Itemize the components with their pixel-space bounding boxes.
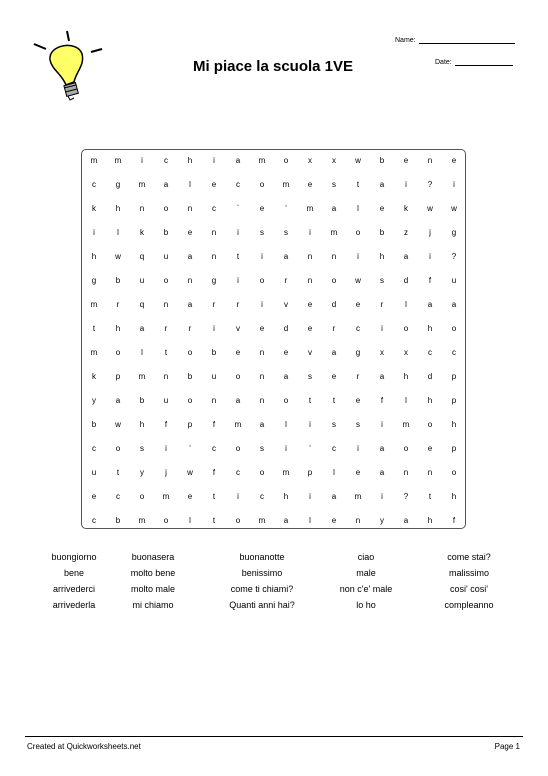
grid-letter: n xyxy=(259,372,265,381)
grid-letter: b xyxy=(91,420,97,429)
grid-letter: i xyxy=(213,324,215,333)
grid-letter: a xyxy=(331,204,337,213)
grid-letter: b xyxy=(115,516,121,525)
grid-letter: u xyxy=(451,276,457,285)
grid-letter: c xyxy=(92,516,96,525)
grid-letter: s xyxy=(260,444,264,453)
grid-letter: c xyxy=(212,204,216,213)
grid-letter: h xyxy=(427,516,433,525)
grid-letter: i xyxy=(381,492,383,501)
grid-letter: k xyxy=(92,372,96,381)
grid-letter: a xyxy=(259,420,265,429)
date-line[interactable] xyxy=(455,65,513,66)
word-list-item: Quanti anni hai? xyxy=(229,600,295,610)
grid-letter: o xyxy=(403,444,409,453)
grid-letter: a xyxy=(331,492,337,501)
grid-letter: m xyxy=(90,348,98,357)
grid-letter: ? xyxy=(451,252,457,261)
grid-letter: r xyxy=(284,276,288,285)
word-list-item: mi chiamo xyxy=(132,600,174,610)
grid-letter: o xyxy=(235,444,241,453)
grid-letter: b xyxy=(139,396,145,405)
grid-letter: o xyxy=(259,468,265,477)
date-field[interactable] xyxy=(435,59,513,66)
grid-letter: a xyxy=(427,300,433,309)
grid-letter: x xyxy=(404,348,408,357)
grid-letter: o xyxy=(235,372,241,381)
grid-letter: a xyxy=(403,252,409,261)
grid-letter: d xyxy=(427,372,433,381)
grid-letter: t xyxy=(116,468,120,477)
grid-letter: m xyxy=(402,420,410,429)
grid-letter: c xyxy=(428,348,432,357)
grid-letter: q xyxy=(139,300,145,309)
grid-letter: n xyxy=(427,156,433,165)
grid-letter: p xyxy=(451,372,457,381)
footer-credit: Created at Quickworksheets.net xyxy=(27,742,141,751)
grid-letter: n xyxy=(307,276,313,285)
grid-letter: m xyxy=(90,300,98,309)
grid-letter: x xyxy=(380,348,384,357)
grid-letter: e xyxy=(259,204,265,213)
grid-letter: i xyxy=(381,420,383,429)
grid-letter: ` xyxy=(236,204,240,213)
grid-letter: i xyxy=(261,300,263,309)
grid-letter: z xyxy=(404,228,408,237)
word-list-item: buonanotte xyxy=(239,552,285,562)
grid-letter: e xyxy=(307,180,313,189)
word-list-item: molto male xyxy=(130,584,175,594)
grid-letter: o xyxy=(283,396,289,405)
grid-letter: p xyxy=(451,396,457,405)
grid-letter: r xyxy=(188,324,192,333)
grid-letter: u xyxy=(91,468,97,477)
grid-letter: h xyxy=(139,420,145,429)
grid-letter: a xyxy=(379,180,385,189)
word-list-item: buongiorno xyxy=(51,552,97,562)
grid-letter: l xyxy=(189,180,191,189)
grid-letter: j xyxy=(429,228,431,237)
grid-letter: o xyxy=(451,468,457,477)
grid-letter: e xyxy=(283,348,289,357)
grid-letter: l xyxy=(117,228,119,237)
grid-letter: m xyxy=(138,180,146,189)
grid-letter: ' xyxy=(309,444,311,453)
grid-letter: y xyxy=(92,396,96,405)
name-line[interactable] xyxy=(419,43,515,44)
grid-letter: l xyxy=(333,468,335,477)
grid-letter: m xyxy=(90,156,98,165)
grid-letter: d xyxy=(403,276,409,285)
word-list-item: ciao xyxy=(357,552,375,562)
grid-letter: f xyxy=(380,396,384,405)
grid-letter: s xyxy=(332,180,336,189)
grid-letter: m xyxy=(162,492,170,501)
grid-letter: a xyxy=(235,396,241,405)
grid-letter: b xyxy=(211,348,217,357)
grid-letter: n xyxy=(427,468,433,477)
grid-letter: c xyxy=(212,444,216,453)
word-list-item: come ti chiami? xyxy=(230,584,294,594)
grid-letter: g xyxy=(115,180,121,189)
grid-letter: a xyxy=(187,300,193,309)
grid-letter: o xyxy=(355,228,361,237)
grid-letter: i xyxy=(429,252,431,261)
grid-letter: m xyxy=(282,180,290,189)
grid-letter: i xyxy=(357,444,359,453)
grid-letter: n xyxy=(331,252,337,261)
word-list-item: non c'e' male xyxy=(339,584,393,594)
grid-letter: i xyxy=(405,180,407,189)
grid-letter: o xyxy=(259,180,265,189)
name-field[interactable] xyxy=(395,37,515,44)
grid-letter: e xyxy=(355,468,361,477)
word-list-item: malissimo xyxy=(448,568,489,578)
grid-letter: w xyxy=(355,276,361,285)
word-list-item: cosi' cosi' xyxy=(450,584,488,594)
grid-letter: m xyxy=(234,420,242,429)
grid-letter: a xyxy=(283,516,289,525)
grid-letter: r xyxy=(356,372,360,381)
grid-letter: u xyxy=(211,372,217,381)
grid-letter: o xyxy=(331,276,337,285)
grid-letter: f xyxy=(164,420,168,429)
grid-letter: s xyxy=(260,228,264,237)
grid-letter: c xyxy=(356,324,360,333)
grid-letter: r xyxy=(212,300,216,309)
grid-letter: p xyxy=(187,420,193,429)
grid-letter: n xyxy=(211,396,217,405)
grid-letter: m xyxy=(282,468,290,477)
grid-letter: e xyxy=(451,156,457,165)
grid-letter: n xyxy=(259,396,265,405)
grid-letter: r xyxy=(380,300,384,309)
grid-letter: s xyxy=(356,420,360,429)
grid-letter: m xyxy=(306,204,314,213)
name-label: Name: xyxy=(395,37,416,44)
word-list-item: arrivederla xyxy=(52,600,96,610)
grid-letter: d xyxy=(331,300,337,309)
word-list-item: compleanno xyxy=(444,600,494,610)
grid-letter: o xyxy=(451,324,457,333)
grid-letter: i xyxy=(453,180,455,189)
grid-letter: a xyxy=(283,252,289,261)
grid-letter: e xyxy=(91,492,97,501)
grid-letter: t xyxy=(356,180,360,189)
grid-letter: i xyxy=(309,420,311,429)
grid-letter: t xyxy=(92,324,96,333)
grid-letter: a xyxy=(403,516,409,525)
grid-letter: l xyxy=(189,516,191,525)
page-number: Page 1 xyxy=(494,742,520,751)
grid-letter: v xyxy=(308,348,312,357)
grid-letter: e xyxy=(355,300,361,309)
grid-letter: s xyxy=(332,420,336,429)
grid-letter: h xyxy=(115,204,121,213)
word-list-item: male xyxy=(356,568,376,578)
grid-letter: d xyxy=(283,324,289,333)
grid-letter: s xyxy=(284,228,288,237)
grid-letter: b xyxy=(379,156,385,165)
grid-letter: l xyxy=(309,516,311,525)
grid-letter: w xyxy=(451,204,457,213)
grid-letter: k xyxy=(404,204,408,213)
grid-letter: i xyxy=(165,444,167,453)
grid-letter: o xyxy=(163,276,169,285)
grid-letter: h xyxy=(115,324,121,333)
grid-letter: o xyxy=(115,444,121,453)
grid-letter: o xyxy=(187,396,193,405)
grid-letter: e xyxy=(187,228,193,237)
word-list-item: benissimo xyxy=(241,568,283,578)
grid-letter: i xyxy=(237,228,239,237)
grid-letter: n xyxy=(163,300,169,309)
grid-letter: e xyxy=(211,180,217,189)
grid-letter: o xyxy=(283,156,289,165)
grid-letter: o xyxy=(163,204,169,213)
grid-letter: m xyxy=(258,516,266,525)
grid-letter: m xyxy=(138,372,146,381)
grid-letter: u xyxy=(163,396,169,405)
grid-letter: o xyxy=(427,420,433,429)
grid-letter: l xyxy=(405,396,407,405)
word-list-item: arrivederci xyxy=(52,584,95,594)
grid-letter: w xyxy=(115,252,121,261)
grid-letter: e xyxy=(379,204,385,213)
grid-letter: l xyxy=(285,420,287,429)
grid-letter: x xyxy=(332,156,336,165)
grid-letter: h xyxy=(403,372,409,381)
grid-letter: o xyxy=(115,348,121,357)
grid-letter: s xyxy=(140,444,144,453)
grid-letter: a xyxy=(115,396,121,405)
grid-letter: g xyxy=(355,348,361,357)
grid-letter: c xyxy=(116,492,120,501)
grid-letter: i xyxy=(309,492,311,501)
grid-letter: f xyxy=(428,276,432,285)
grid-letter: m xyxy=(330,228,338,237)
grid-letter: r xyxy=(164,324,168,333)
grid-letter: p xyxy=(307,468,313,477)
grid-letter: a xyxy=(451,300,457,309)
grid-letter: h xyxy=(187,156,193,165)
date-label: Date: xyxy=(435,59,452,66)
grid-letter: o xyxy=(163,516,169,525)
grid-letter: p xyxy=(115,372,121,381)
grid-letter: b xyxy=(163,228,169,237)
grid-letter: w xyxy=(427,204,433,213)
grid-letter: n xyxy=(259,348,265,357)
grid-letter: o xyxy=(403,324,409,333)
grid-letter: l xyxy=(405,300,407,309)
grid-letter: e xyxy=(403,156,409,165)
grid-letter: v xyxy=(284,300,288,309)
grid-letter: q xyxy=(139,252,145,261)
grid-letter: a xyxy=(163,180,169,189)
grid-letter: e xyxy=(355,396,361,405)
grid-letter: t xyxy=(332,396,336,405)
grid-letter: n xyxy=(163,372,169,381)
grid-letter: o xyxy=(259,276,265,285)
grid-letter: h xyxy=(451,420,457,429)
word-list-item: bene xyxy=(63,568,85,578)
grid-letter: n xyxy=(187,276,193,285)
grid-letter: s xyxy=(380,276,384,285)
grid-letter: c xyxy=(236,468,240,477)
grid-letter: u xyxy=(163,252,169,261)
grid-letter: j xyxy=(165,468,167,477)
grid-letter: m xyxy=(114,156,122,165)
grid-letter: w xyxy=(355,156,361,165)
grid-letter: g xyxy=(91,276,97,285)
page-title: Mi piace la scuola 1VE xyxy=(192,58,354,75)
grid-letter: a xyxy=(283,372,289,381)
grid-letter: n xyxy=(187,204,193,213)
grid-letter: y xyxy=(380,516,384,525)
grid-letter: b xyxy=(187,372,193,381)
grid-letter: b xyxy=(115,276,121,285)
grid-letter: k xyxy=(140,228,144,237)
grid-letter: y xyxy=(140,468,144,477)
grid-letter: i xyxy=(213,156,215,165)
grid-letter: l xyxy=(357,204,359,213)
grid-letter: a xyxy=(331,348,337,357)
grid-letter: r xyxy=(332,324,336,333)
grid-letter: s xyxy=(308,372,312,381)
grid-letter: e xyxy=(307,324,313,333)
grid-letter: c xyxy=(164,156,168,165)
lightbulb-icon xyxy=(30,30,110,102)
grid-letter: i xyxy=(93,228,95,237)
grid-letter: e xyxy=(307,300,313,309)
grid-letter: h xyxy=(283,492,289,501)
grid-letter: u xyxy=(139,276,145,285)
grid-letter: ' xyxy=(189,444,191,453)
grid-letter: h xyxy=(91,252,97,261)
grid-letter: n xyxy=(139,204,145,213)
grid-letter: t xyxy=(236,252,240,261)
grid-letter: h xyxy=(379,252,385,261)
grid-letter: p xyxy=(451,444,457,453)
grid-letter: w xyxy=(115,420,121,429)
grid-letter: i xyxy=(141,156,143,165)
grid-letter: ? xyxy=(403,492,409,501)
grid-letter: i xyxy=(261,252,263,261)
grid-letter: e xyxy=(259,324,265,333)
grid-letter: h xyxy=(427,396,433,405)
grid-letter: ? xyxy=(427,180,433,189)
grid-letter: m xyxy=(138,516,146,525)
grid-letter: ' xyxy=(285,204,287,213)
grid-letter: m xyxy=(258,156,266,165)
grid-letter: c xyxy=(260,492,264,501)
grid-letter: o xyxy=(139,492,145,501)
grid-letter: t xyxy=(428,492,432,501)
grid-letter: g xyxy=(211,276,217,285)
grid-letter: i xyxy=(309,228,311,237)
grid-letter: f xyxy=(452,516,456,525)
grid-letter: t xyxy=(308,396,312,405)
word-list-item: come stai? xyxy=(447,552,491,562)
grid-letter: n xyxy=(403,468,409,477)
grid-letter: i xyxy=(285,444,287,453)
grid-letter: c xyxy=(236,180,240,189)
grid-letter: g xyxy=(451,228,457,237)
grid-letter: o xyxy=(235,516,241,525)
grid-letter: i xyxy=(237,492,239,501)
grid-letter: a xyxy=(187,252,193,261)
grid-letter: a xyxy=(379,372,385,381)
word-list-item: molto bene xyxy=(130,568,176,578)
grid-letter: l xyxy=(141,348,143,357)
grid-letter: t xyxy=(164,348,168,357)
grid-letter: n xyxy=(355,516,361,525)
grid-letter: t xyxy=(212,492,216,501)
footer-divider xyxy=(25,736,523,737)
grid-letter: a xyxy=(379,468,385,477)
grid-letter: i xyxy=(357,252,359,261)
grid-letter: c xyxy=(92,444,96,453)
grid-letter: n xyxy=(211,252,217,261)
grid-letter: m xyxy=(354,492,362,501)
grid-letter: a xyxy=(139,324,145,333)
grid-letter: r xyxy=(116,300,120,309)
grid-letter: v xyxy=(236,324,240,333)
grid-letter: e xyxy=(427,444,433,453)
word-search-grid xyxy=(81,149,466,529)
grid-letter: f xyxy=(212,420,216,429)
grid-letter: f xyxy=(212,468,216,477)
grid-letter: c xyxy=(332,444,336,453)
grid-letter: x xyxy=(308,156,312,165)
word-list-item: buonasera xyxy=(131,552,175,562)
grid-letter: e xyxy=(331,516,337,525)
grid-letter: k xyxy=(92,204,96,213)
grid-letter: c xyxy=(452,348,456,357)
grid-letter: i xyxy=(381,324,383,333)
grid-letter: a xyxy=(379,444,385,453)
grid-letter: e xyxy=(235,348,241,357)
grid-letter: b xyxy=(379,228,385,237)
grid-letter: a xyxy=(235,156,241,165)
grid-letter: n xyxy=(307,252,313,261)
grid-letter: o xyxy=(187,348,193,357)
grid-letter: e xyxy=(331,372,337,381)
grid-letter: r xyxy=(236,300,240,309)
grid-letter: t xyxy=(212,516,216,525)
grid-letter: c xyxy=(92,180,96,189)
grid-letter: i xyxy=(237,276,239,285)
grid-letter: e xyxy=(187,492,193,501)
word-list-item: lo ho xyxy=(356,600,376,610)
grid-letter: n xyxy=(211,228,217,237)
grid-letter: h xyxy=(451,492,457,501)
grid-letter: h xyxy=(427,324,433,333)
grid-letter: w xyxy=(187,468,193,477)
